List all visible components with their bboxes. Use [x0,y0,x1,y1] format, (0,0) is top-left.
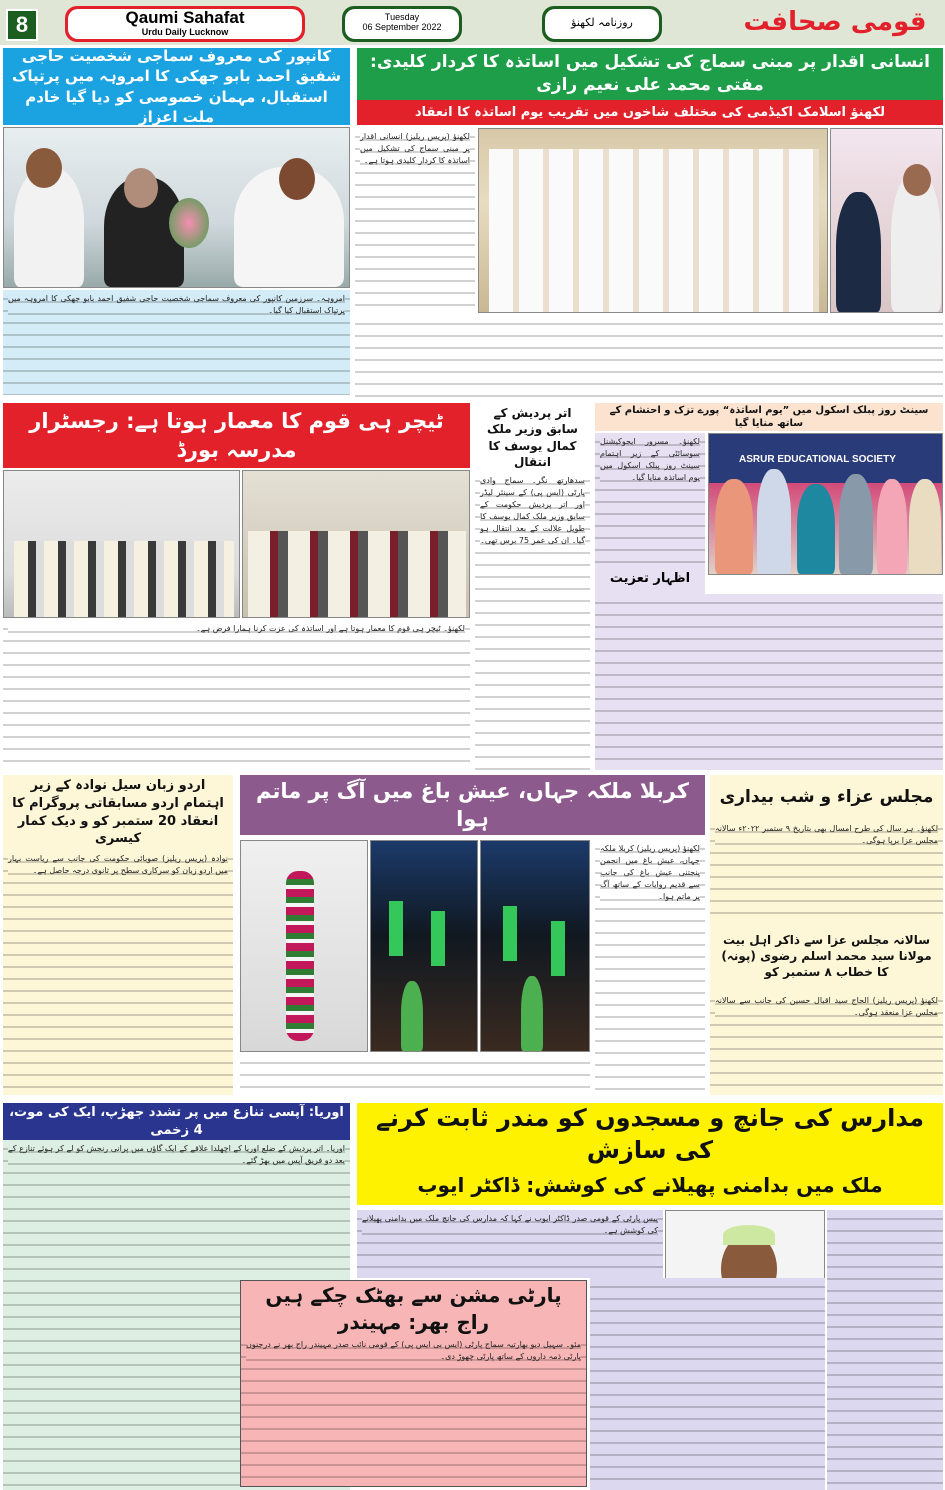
minister-body: سدھارتھ نگر۔ سماج وادی پارٹی (ایس پی) کے سینئر لیڈر اور اتر پردیش حکومت کے سابق وزیر ملک کمال یوسف کا طویل علالت کے بعد انتقال ہو گیا۔ ان کی عمر 75 برس تھی۔ [475,472,590,770]
oraiya-body: اوریا۔ اتر پردیش کے ضلع اوریا کے اچھلدا علاقے کے ایک گاؤں میں پرانی رنجش کو لے کر ہوئے تنازع کے بعد دو فریق آپس میں بھڑ گئے۔ [3,1140,350,1490]
madrasa-body: لکھنؤ۔ ٹیچر ہی قوم کا معمار ہوتا ہے اور اساتذہ کی عزت کرنا ہمارا فرض ہے۔ [3,620,470,770]
roznama-box [542,6,662,42]
rajbhar-box [240,1280,587,1487]
kanpur-headline: کانپور کی معروف سماجی شخصیت حاجی شفیق احمد بابو جھکی کا امروہہ میں پرتپاک استقبال، مہمان خصوصی کو دیا گیا خادم ملت اعزاز [3,48,350,125]
karbala-photo-3 [480,840,590,1052]
issue-date: 06 September 2022 [362,22,442,32]
stjoseph-body [595,594,943,770]
teachers-body [355,315,943,397]
school-photo [708,433,943,575]
karbala-side-column: لکھنؤ (پریس ریلیز) کربلا ملکہ جہاں، عیش باغ میں انجمن پنجتنی عیش باغ کی جانب سے قدیم روایات کے ساتھ آگ پر ماتم ہوا۔ [595,840,705,1095]
condolence-heading: اظہار تعزیت [595,570,705,594]
stjoseph-side-column: لکھنؤ۔ مسرور ایجوکیشنل سوسائٹی کے زیر اہتمام سینٹ روز پبلک اسکول میں یوم اساتذہ منایا گیا۔ [595,433,705,570]
teachers-headline: انسانی اقدار پر مبنی سماج کی تشکیل میں اساتذہ کا کردار کلیدی: مفتی محمد علی نعیم رازی [357,48,943,100]
page-number: 8 [6,9,38,41]
karbala-photo-2 [370,840,478,1052]
issue-day: Tuesday [384,12,420,22]
majlis-headline: مجلس عزاء و شب بیداری [710,775,943,820]
kanpur-photo [3,127,350,288]
paper-title: Qaumi Sahafat [125,8,245,27]
roznama-label: روزنامہ لکھنؤ [545,9,659,39]
teachers-side-column: لکھنؤ (پریس ریلیز) انسانی اقدار پر مبنی سماج کی تشکیل میں اساتذہ کا کردار کلیدی ہوتا ہے۔ [355,128,475,310]
students-photo [478,128,828,313]
ayub-headline: مدارس کی جانچ و مسجدوں کو مندر ثابت کرنے کی سازش [357,1103,943,1165]
karbala-photo-1 [240,840,368,1052]
minister-headline: اتر پردیش کے سابق وزیر ملک کمال یوسف کا انتقال [475,405,590,470]
teachers-subheadline: لکھنؤ اسلامک اکیڈمی کی مختلف شاخوں میں تقریب یوم اساتذہ کا انعقاد [357,100,943,125]
rajbhar-body: مئو۔ سہیل دیو بھارتیہ سماج پارٹی (ایس بی ایس پی) کے قومی نائب صدر مہیندر راج بھر نے درجنوں پارٹی ذمہ داروں کے ساتھ پارٹی چھوڑ دی۔ [241,1336,586,1486]
majlis2-headline: سالانہ مجلس عزا سے ذاکر اہل بیت مولانا سید محمد اسلم رضوی (پونہ) کا خطاب ۸ ستمبر کو [710,920,943,992]
ayub-body-right [827,1210,943,1490]
ayub-body-mid [590,1278,825,1490]
school-banner-text: ASRUR EDUCATIONAL SOCIETY [739,454,896,465]
madrasa-photo-1 [3,470,240,618]
date-box [342,6,462,42]
paper-title-box [65,6,305,42]
urdu-logo: قومی صحافت [743,7,927,37]
madrasa-headline: ٹیچر ہی قوم کا معمار ہوتا ہے: رجسٹرار مدرسہ بورڈ [3,403,470,468]
urdu-cell-body: نوادہ (پریس ریلیز) صوبائی حکومت کی جانب سے ریاست بہار میں اردو زبان کو سرکاری سطح پر ثانوی درجہ حاصل ہے۔ [3,850,233,1095]
ayub-subheadline: ملک میں بدامنی پھیلانے کی کوشش: ڈاکٹر ایوب [357,1165,943,1205]
madrasa-photo-2 [242,470,470,618]
paper-subtitle: Urdu Daily Lucknow [141,27,229,37]
kanpur-body: امروہہ۔ سرزمین کانپور کی معروف سماجی شخصیت حاجی شفیق احمد بابو جھکی کا امروہہ میں پرتپاک استقبال کیا گیا۔ [3,290,350,395]
majlis-body: لکھنؤ۔ ہر سال کی طرح امسال بھی بتاریخ ۹ ستمبر ۲۰۲۲ء سالانہ مجلس عزا برپا ہوگی۔ [710,820,943,920]
oraiya-headline: اوریا: آپسی تنازع میں پر تشدد جھڑپ، ایک کی موت، 4 زخمی [3,1103,350,1140]
award-photo [830,128,943,313]
ayub-body-top: پیس پارٹی کے قومی صدر ڈاکٹر ایوب نے کہا کہ مدارس کی جانچ ملک میں بدامنی پھیلانے کی کوشش ہے۔ [357,1210,663,1278]
masthead [0,0,945,45]
majlis2-body: لکھنؤ (پریس ریلیز) الحاج سید اقبال حسین کی جانب سے سالانہ مجلس عزا منعقد ہوگی۔ [710,992,943,1095]
urdu-cell-headline: اردو زبان سیل نوادہ کے زیر اہتمام اردو مسابقاتی پروگرام کا انعقاد 20 ستمبر کو و دیک کمار کیسری [3,775,233,850]
rajbhar-headline: پارٹی مشن سے بھٹک چکے ہیں راج بھر: مہیندر [265,1282,562,1334]
karbala-body [240,1054,590,1095]
stjoseph-headline: سینٹ روز پبلک اسکول میں ”یوم اساتذہ“ پورے تزک و احتشام کے ساتھ منایا گیا [595,403,943,431]
karbala-headline: کربلا ملکہ جہاں، عیش باغ میں آگ پر ماتم ہوا [240,775,705,835]
